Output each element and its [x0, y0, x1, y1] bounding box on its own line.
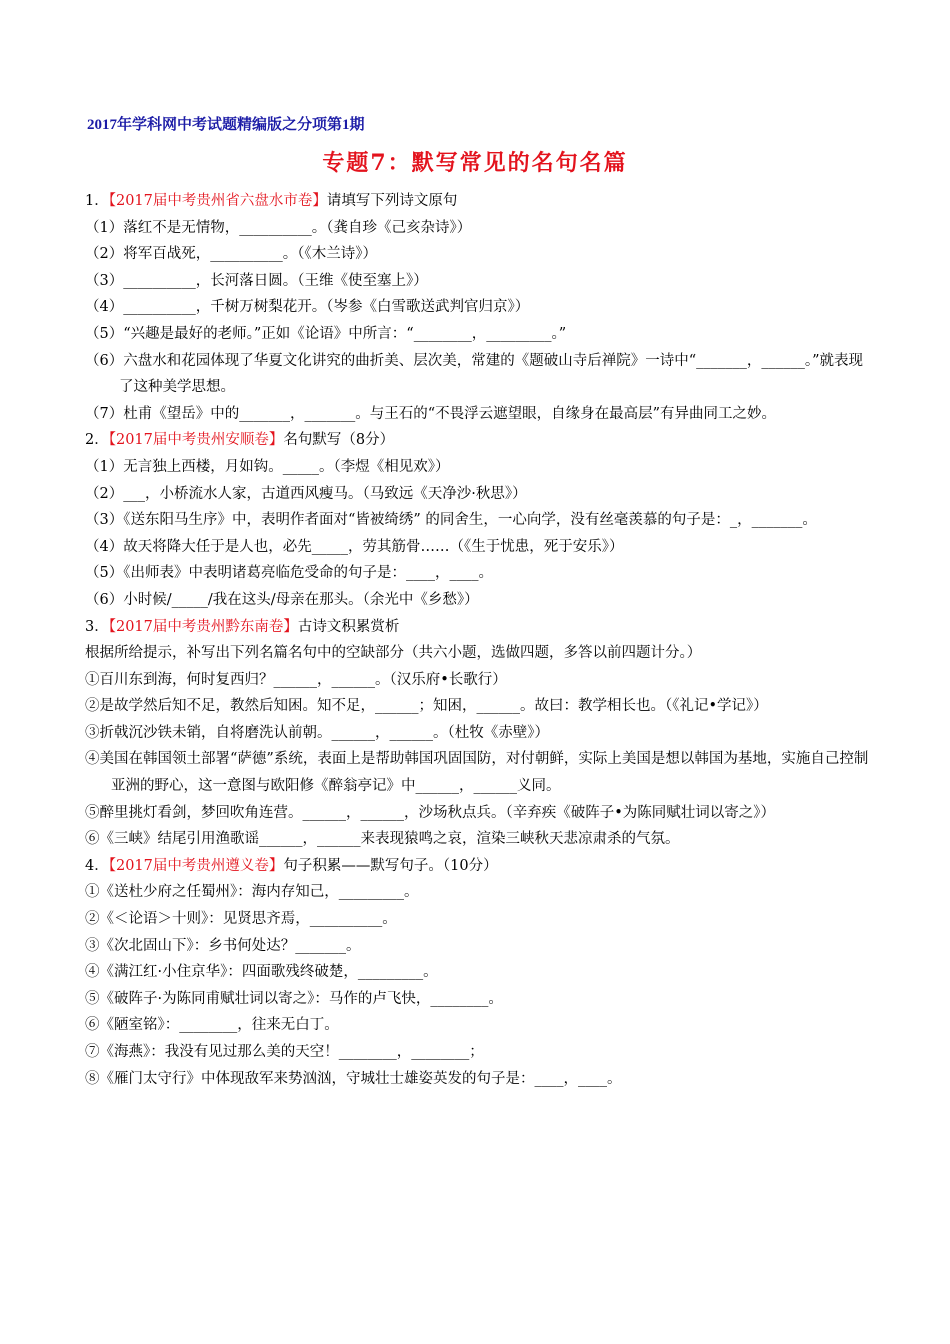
question-item: （3）《送东阳马生序》中，表明作者面对“皆被绮绣” 的同舍生，一心向学，没有丝毫羡慕的句子是：_，_______。: [85, 512, 817, 529]
question-source: 【2017届中考贵州省六盘水市卷】: [108, 193, 327, 209]
question-item: ⑧《雁门太守行》中体现敌军来势汹汹，守城壮士雄姿英发的句子是：____，____。: [85, 1070, 622, 1087]
question-item: ⑦《海燕》：我没有见过那么美的天空！________，________；: [85, 1044, 484, 1060]
question-source: 【2017届中考贵州安顺卷】: [108, 432, 284, 449]
question-item: ③《次北固山下》：乡书何处达？_______。: [85, 937, 361, 954]
question-item: （1）无言独上西楼，月如钩。_____。（李煜《相见欢》）: [85, 458, 450, 475]
question-item: （1）落红不是无情物，__________。（龚自珍《己亥杂诗》）: [85, 219, 472, 236]
question-item: （5）《出师表》中表明诸葛亮临危受命的句子是：____，____。: [85, 565, 493, 582]
main-title: 专题7：默写常见的名句名篇: [322, 150, 628, 176]
question-item: ①百川东到海，何时复西归？______，______。（汉乐府•长歌行）: [85, 671, 507, 688]
question-2-heading: [85, 427, 875, 454]
question-intro: 根据所给提示，补写出下列名篇名句中的空缺部分（共六小题，选做四题，多答以前四题计分。）: [85, 645, 702, 662]
question-3-heading: [85, 614, 875, 641]
question-number: 4．: [85, 857, 109, 874]
question-item: （6）小时候/_____/我在这头/母亲在那头。（余光中《乡愁》）: [85, 591, 479, 608]
question-4-heading: [85, 853, 875, 880]
question-item: （7）杜甫《望岳》中的_______，_______。与王石的“不畏浮云遮望眼，自缘身在最高层”有异曲同工之妙。: [85, 405, 777, 422]
question-item: ②《＜论语＞十则》：见贤思齐焉，__________。: [85, 911, 397, 928]
question-item: ①《送杜少府之任蜀州》：海内存知己，_________。: [85, 884, 419, 901]
document-body: [85, 188, 875, 1092]
question-item: （3）__________，长河落日圆。（王维《使至塞上》）: [85, 272, 428, 289]
question-number: 1．: [85, 193, 109, 209]
question-item: （4）故天将降大任于是人也，必先_____，劳其筋骨……（《生于忧患，死于安乐》）: [85, 538, 624, 555]
question-item: （2）___，小桥流水人家，古道西风瘦马。（马致远《天净沙·秋思》）: [85, 485, 527, 502]
question-number: 3．: [85, 618, 109, 635]
question-item: （6）六盘水和花园体现了华夏文化讲究的曲折美、层次美，常建的《题破山寺后禅院》一诗中“_______，______。”就表现了这种美学思想。: [85, 352, 864, 396]
question-prompt: 名句默写（8分）: [283, 432, 395, 449]
question-1-heading: [85, 188, 875, 215]
question-prompt: 句子积累——默写句子。（10分）: [283, 857, 498, 874]
series-title: 2017年学科网中考试题精编版之分项第1期: [87, 117, 365, 133]
question-source: 【2017届中考贵州遵义卷】: [108, 857, 284, 874]
question-item: ④《满江红·小住京华》：四面歌残终破楚，_________。: [85, 964, 438, 981]
question-source: 【2017届中考贵州黔东南卷】: [108, 618, 298, 635]
question-number: 2．: [85, 432, 109, 449]
question-prompt: 古诗文积累赏析: [297, 618, 400, 635]
question-item: ④美国在韩国领土部署“萨德”系统，表面上是帮助韩国巩固国防，对付朝鲜，实际上美国是想以韩国为基地，实施自己控制亚洲的野心，这一意图与欧阳修《醉翁亭记》中______，______义同。: [85, 751, 869, 795]
question-item: （5）“兴趣是最好的老师。”正如《论语》中所言：“________，_________。”: [85, 325, 567, 342]
question-item: ③折戟沉沙铁未销，自将磨洗认前朝。______，______。（杜牧《赤壁》）: [85, 724, 549, 741]
question-prompt: 请填写下列诗文原句: [326, 193, 458, 209]
question-item: ⑤醉里挑灯看剑，梦回吹角连营。______，______，沙场秋点兵。（辛弃疾《破阵子•为陈同赋壮词以寄之》）: [85, 804, 776, 821]
question-item: （2）将军百战死，__________。（《木兰诗》）: [85, 246, 377, 263]
question-item: ⑥《三峡》结尾引用渔歌谣______，______来表现猿鸣之哀，渲染三峡秋天悲凉肃杀的气氛。: [85, 831, 680, 848]
question-item: ⑥《陋室铭》：________，往来无白丁。: [85, 1017, 339, 1034]
question-item: ⑤《破阵子·为陈同甫赋壮词以寄之》：马作的卢飞快，________。: [85, 990, 503, 1007]
question-item: （4）__________，千树万树梨花开。（岑参《白雪歌送武判官归京》）: [85, 299, 530, 316]
question-item: ②是故学然后知不足，教然后知困。知不足，______；知困，______。故曰：教学相长也。（《礼记•学记》）: [85, 698, 768, 715]
